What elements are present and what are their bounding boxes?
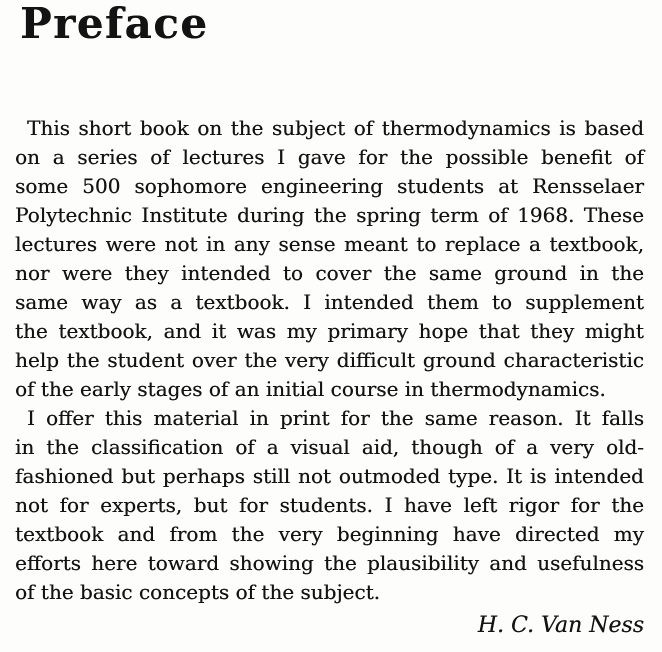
text-line: nor were they intended to cover the same ground in the — [15, 261, 644, 285]
text-line: on a series of lectures I gave for the possible benefit of — [15, 145, 644, 169]
text-line: help the student over the very difficult ground characteristic — [15, 348, 644, 372]
text-line: in the classification of a visual aid, though of a very old- — [15, 435, 644, 459]
author-signature: H. C. Van Ness — [477, 613, 644, 638]
text-line: not for experts, but for students. I have left rigor for the — [15, 493, 644, 517]
text-line: efforts here toward showing the plausibility and usefulness — [15, 551, 644, 575]
text-line: some 500 sophomore engineering students at Rensselaer — [15, 174, 644, 198]
text-line: the textbook, and it was my primary hope that they might — [15, 319, 644, 343]
text-line: I offer this material in print for the same reason. It falls — [27, 406, 644, 430]
preface-body — [15, 114, 644, 607]
text-line: same way as a textbook. I intended them to supplement — [15, 290, 644, 314]
text-line: fashioned but perhaps still not outmoded type. It is intended — [15, 464, 644, 488]
page-title: Preface — [20, 0, 209, 48]
text-line: lectures were not in any sense meant to replace a textbook, — [15, 232, 644, 256]
text-line: of the basic concepts of the subject. — [15, 580, 380, 604]
text-line: textbook and from the very beginning have directed my — [15, 522, 644, 546]
text-line: Polytechnic Institute during the spring term of 1968. These — [15, 203, 644, 227]
text-line: of the early stages of an initial course in thermodynamics. — [15, 377, 606, 401]
text-line: This short book on the subject of thermodynamics is based — [27, 116, 644, 140]
